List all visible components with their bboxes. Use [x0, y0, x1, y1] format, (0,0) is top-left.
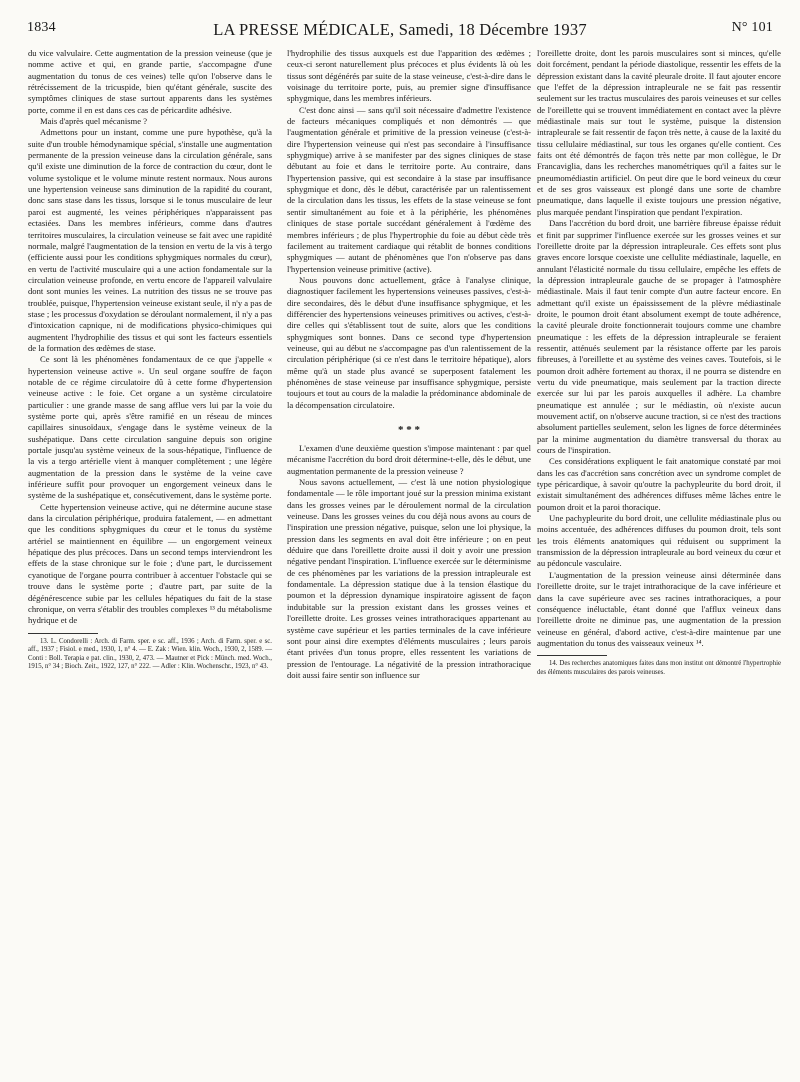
paragraph: Ce sont là les phénomènes fondamentaux de ce que j'appelle « hypertension veineuse active ». Un seul organe souffre de façon notable de ce régime circulatoire dû à cette forme d'hypertension veineuse active : le foie. Cet organe a un système circulatoire particulier : une grande masse de sang afflue vers lui par la voie du système porte qui, après s'être ramifié en un réseau de minces capillaires sinusoïdaux, s'engage dans le système veineux de la sushépatique. Dans cette circulation sanguine depuis son origine portale jusqu'au système veineux de la sous-hépatique, l'influence de la vis a tergo artérielle vient à manquer complètement ; une légère augmentation de la pression dans le système de la veine cave inférieure suffit pour provoquer un engorgement veineux dans le système de la sushépatique et, consécutivement, dans le système porte. [28, 354, 272, 501]
footnote-14: 14. Des recherches anatomiques faites dans mon institut ont démontré l'hypertrophie des éléments musculaires des parois veineuses. [537, 660, 781, 676]
page-header [0, 0, 800, 48]
footnote-rule [28, 633, 98, 634]
paragraph: L'augmentation de la pression veineuse ainsi déterminée dans l'oreillette droite, sur le trajet intrathoracique de la cave inférieure et dans la cave supérieure avec ses racines intrathoraciques, a pour conséquence inéluctable, étant donné que l'afflux veineux dans l'oreillette droite ne diminue pas, une augmentation de la pression veineuse en général, d'abord active, c'est-à-dire maintenue par une augmentation du tonus des vaisseaux veineux ¹⁴. [537, 569, 781, 648]
paragraph: Nous savons actuellement, — c'est là une notion physiologique fondamentale — le rôle important joué sur la pression minima existant dans les grosses veines par le déroulement normal de la circulation veineuse. Dans les grosses veines du cou déjà nous avons au cours de l'inspiration une pression négative, puisque, selon une loi physique, la pression dans les segments en aval doit être inférieure ; on en peut déduire que dans l'oreillette droite aussi il doit y avoir une pression négative pendant l'inspiration. L'influence exercée sur le déterminisme de ces phénomènes par les variations de la pression intrapleurale est fondamentale. La dépression statique due à la tension élastique du poumon et la dépression dynamique inspiratoire agissent de façon indubitable sur la pression existant dans les grosses veines et l'oreillette droite. Les grosses veines intrathoraciques appartenant au système cave supérieur et les parties terminales de la cave inférieure sont pour ainsi dire exemptes d'éléments musculaires ; leurs parois étant privées d'un tonus propre, elles ressentent les variations de pression de l'entourage. La négativité de la pression intrathoracique doit aussi faire sentir son influence sur [287, 477, 531, 680]
section-separator: * * * [398, 424, 420, 436]
paragraph: Mais d'après quel mécanisme ? [40, 116, 148, 127]
paragraph: Cette hypertension veineuse active, qui ne détermine aucune stase dans la circulation périphérique, produira fatalement, — en admettant que les conditions sphygmiques du cœur et le tonus du système artériel se maintiennent en équilibre — un engorgement veineux hépatique des plus précoces. Dans un second temps interviendront les effets de la stase chronique sur le foie ; d'une part, le durcissement cyanotique de l'organe pourra contribuer à accentuer l'obstacle qui se trouve dans le système porte ; d'autre part, par suite de la dégénérescence subie par les cellules hépatiques du fait de la stase chronique, on verra s'établir des troubles complexes ¹³ du métabolisme hydrique et de [28, 501, 272, 626]
paragraph: Admettons pour un instant, comme une pure hypothèse, qu'à la suite d'un trouble hémodynamique spécial, s'installe une augmentation permanente de la pression veineuse dans la circulation générale, sans qu'il existe une diminution de la force de contraction du cœur, dont le volume systolique et le volume minute restent normaux. Nous aurons une hypertension veineuse sans diminution de la rapidité du courant, donc sans stase dans les tissus, lorsque si le tonus musculaire de leur paroi est augmenté, les veines périphériques n'apparaissent pas ectasiées. Dans les membres inférieurs, comme dans d'autres territoires musculaires, la circulation veineuse se fait avec une rapidité normale, malgré l'augmentation de la tension en vertu de la vis à tergo (efficiente aussi pour les conditions sphygmiques normales du cœur), en vertu de l'activité musculaire qui a une action fondamentale sur la circulation veineuse profonde, en vertu encore de l'appareil valvulaire dont sont munies les veines. La nutrition des tissus ne se trouve pas troublée, puisque, l'hypertension veineuse existant seule, il n'y a pas de stase ; les processus d'oxydation se déroulant normalement, il n'y a pas d'intoxication capnique, ni de modifications physico-chimiques qui augmentent l'hydrophilie des tissus et qui sont les facteurs essentiels de la formation des œdèmes de stase. [28, 127, 272, 353]
paragraph: Ces considérations expliquent le fait anatomique constaté par moi dans les cas d'accrétion sans concrétion avec un syndrome complet de type péricardique, à savoir qu'outre la pachypleurite du bord droit, il existait simultanément des adhérences diffuses même lâches entre le poumon droit et la paroi thoracique. [537, 456, 781, 512]
footnote-rule [537, 655, 607, 656]
paragraph: Une pachypleurite du bord droit, une cellulite médiastinale plus ou moins accentuée, des adhérences diffuses du poumon droit, tels sont les trois éléments anatomiques qui réduisent ou suppriment la transmission de la dépression intrapleurale au bord veineux du cœur et au pédoncule vasculaire. [537, 513, 781, 569]
column-left [28, 48, 272, 672]
column-right [537, 48, 781, 677]
paragraph: C'est donc ainsi — sans qu'il soit nécessaire d'admettre l'existence de facteurs mécaniques compliqués et non démontrés — que l'augmentation générale et primitive de la pression veineuse (c'est-à-dire l'hypertension veineuse qui n'est pas secondaire à l'insuffisance sphygmique) arrive à se manifester par des signes cliniques de stase débutant au foie et dans le territoire porte. Au contraire, dans l'hypertension passive, qui est secondaire à la stase par insuffisance sphygmique et donc, dès le début, caractérisée par un ralentissement de la circulation dans les tissus, les effets de la stase veineuse se font sentir simultanément au foie et à la périphérie, les phénomènes cliniques de stase portale succédant généralement à l'œdème des membres inférieurs ; de plus l'hypertrophie du foie au début cède très facilement au traitement cardiaque qui rétablit de bonnes conditions sphygmiques — autant de phénomènes que l'on n'observe pas dans l'hypertension veineuse primitive (active). [287, 104, 531, 274]
journal-title: LA PRESSE MÉDICALE, Samedi, 18 Décembre 1937 [213, 20, 587, 39]
column-middle [287, 48, 531, 681]
paragraph: L'examen d'une deuxième question s'impose maintenant : par quel mécanisme l'accrétion du bord droit détermine-t-elle, dès le début, une augmentation permanente de la pression veineuse ? [287, 443, 531, 476]
paragraph: l'hydrophilie des tissus auxquels est due l'apparition des œdèmes ; ceux-ci seront naturellement plus précoces et plus évidents là où les tissus sont dégénérés par suite de la stase veineuse, c'est-à-dire dans le voisinage du territoire porte, puis, au premier signe d'insuffisance sphygmique, dans les membres inférieurs. [287, 48, 531, 104]
paragraph: du vice valvulaire. Cette augmentation de la pression veineuse (que je nomme active et qui, en grande partie, s'accompagne d'une augmentation du tonus de ces veines) telle qu'on l'observe dans le rétrécissement de la tricuspide, bien qu'étant générale, suscite des symptômes cliniques de stase surtout apparents dans les systèmes porte, comme il en est dans ces cas de péricardite adhésive. [28, 48, 272, 115]
paragraph: Nous pouvons donc actuellement, grâce à l'analyse clinique, diagnostiquer facilement les hypertensions veineuses passives, c'est-à-dire secondaires, dès le début d'une insuffisance sphygmique, et les différencier des hypertensions veineuses primitives ou actives, c'est-à-dire celles qui s'établissent tout de suite, alors que les conditions sphygmiques sont bonnes. Dans ce second type d'hypertension veineuse, qui au début ne s'accompagne pas d'un ralentissement de la circulation périphérique (si ce n'est dans le territoire hépatique), alors même qu'à un stade plus avancé se superposent fatalement les phénomènes de stase veineuse par insuffisance sphygmique, persiste toujours et tout au cours de la maladie la prédominance abdominale de la décompensation circulatoire. [287, 274, 531, 410]
page-number: 1834 [27, 20, 56, 35]
issue-number: N° 101 [731, 20, 773, 35]
paragraph: Dans l'accrétion du bord droit, une barrière fibreuse épaisse réduit et finit par supprimer l'influence exercée sur les grosses veines et sur l'oreillette droite par la dépression intrapleurale. Ces effets sont plus graves encore lorsque coexiste une cellulite médiastinale, laquelle, en annulant l'élasticité normale du tissu cellulaire, empêche les effets de la dépression intrapleurale gauche de se propager à l'atmosphère médiastinale. Mais il faut tenir compte d'un autre facteur encore. En admettant qu'il existe un épaississement de la plèvre médiastinale droite, le poumon droit étant absolument exempt de toute adhérence, la cavité pleurale droite fonctionnerait toujours comme une chambre pneumatique : les effets de la dépression intrapleurale se feraient ressentir, atténués seulement par la résistance offerte par les parois fibreuses, à l'oreillette et au système des veines caves. Toutefois, si le poumon droit adhère fortement au thorax, il ne pourra se distendre en vertu du vide pneumatique, mais seulement par la traction directe exercée sur lui par les parois auxquelles il adhère. La chambre pneumatique est annulée ; sur le médiastin, où n'existe aucun mouvement actif, on n'observe aucune traction, si ce n'est des tractions absolument partielles seulement, selon les lignes de force déterminées par la minime augmentation du diamètre transversal du thorax au cours de l'inspiration. [537, 218, 781, 456]
paragraph: l'oreillette droite, dont les parois musculaires sont si minces, qu'elle doit forcément, pendant la période diastolique, ressentir les effets de la dépression existant dans la cavité pleurale droite. Il faut ajouter encore que l'effet de la dépression intrapleurale ne se fait pas ressentir seulement sur les tractus musculaires des parois veineuses et sur celles de l'oreillette qui se trouvent immédiatement en contact avec la plèvre médiastinale mais sur tout le système, puisque la distension intrapleurale se fait ressentir de façon très nette, à cause de la laxité du tissu cellulaire médiastinal, sur tous les organes qu'elle contient. Ces faits ont été démontrés de façon très nette par mon collègue, le Dr Francaviglia, dans les recherches manométriques qu'il a faites sur le pneumomédiastin artificiel. On peut dire que le bord veineux du cœur et de ses gros vaisseaux est plongé dans une sorte de chambre pneumatique, dans laquelle il existe toujours une pression négative, plus marquée pendant l'inspiration que pendant l'expiration. [537, 48, 781, 217]
footnote-13: 13. L. Condorelli : Arch. di Farm. sper. e sc. aff., 1936 ; Arch. di Farm. sper. e sc. aff., 1937 ; Fisiol. e med., 1930, 1, n° 4. — E. Zak : Wien. klin. Woch., 1930, 2, 1589. — Conti : Boll. Terapia e pat. clin., 1930, 2, 473. — Mautner et Pick : Münch. med. Woch., 1915, n° 34 ; Bioch. Zeit., 1922, 127, n° 222. — Adler : Klin. Wochenschr., 1923, n° 43. [28, 637, 272, 671]
